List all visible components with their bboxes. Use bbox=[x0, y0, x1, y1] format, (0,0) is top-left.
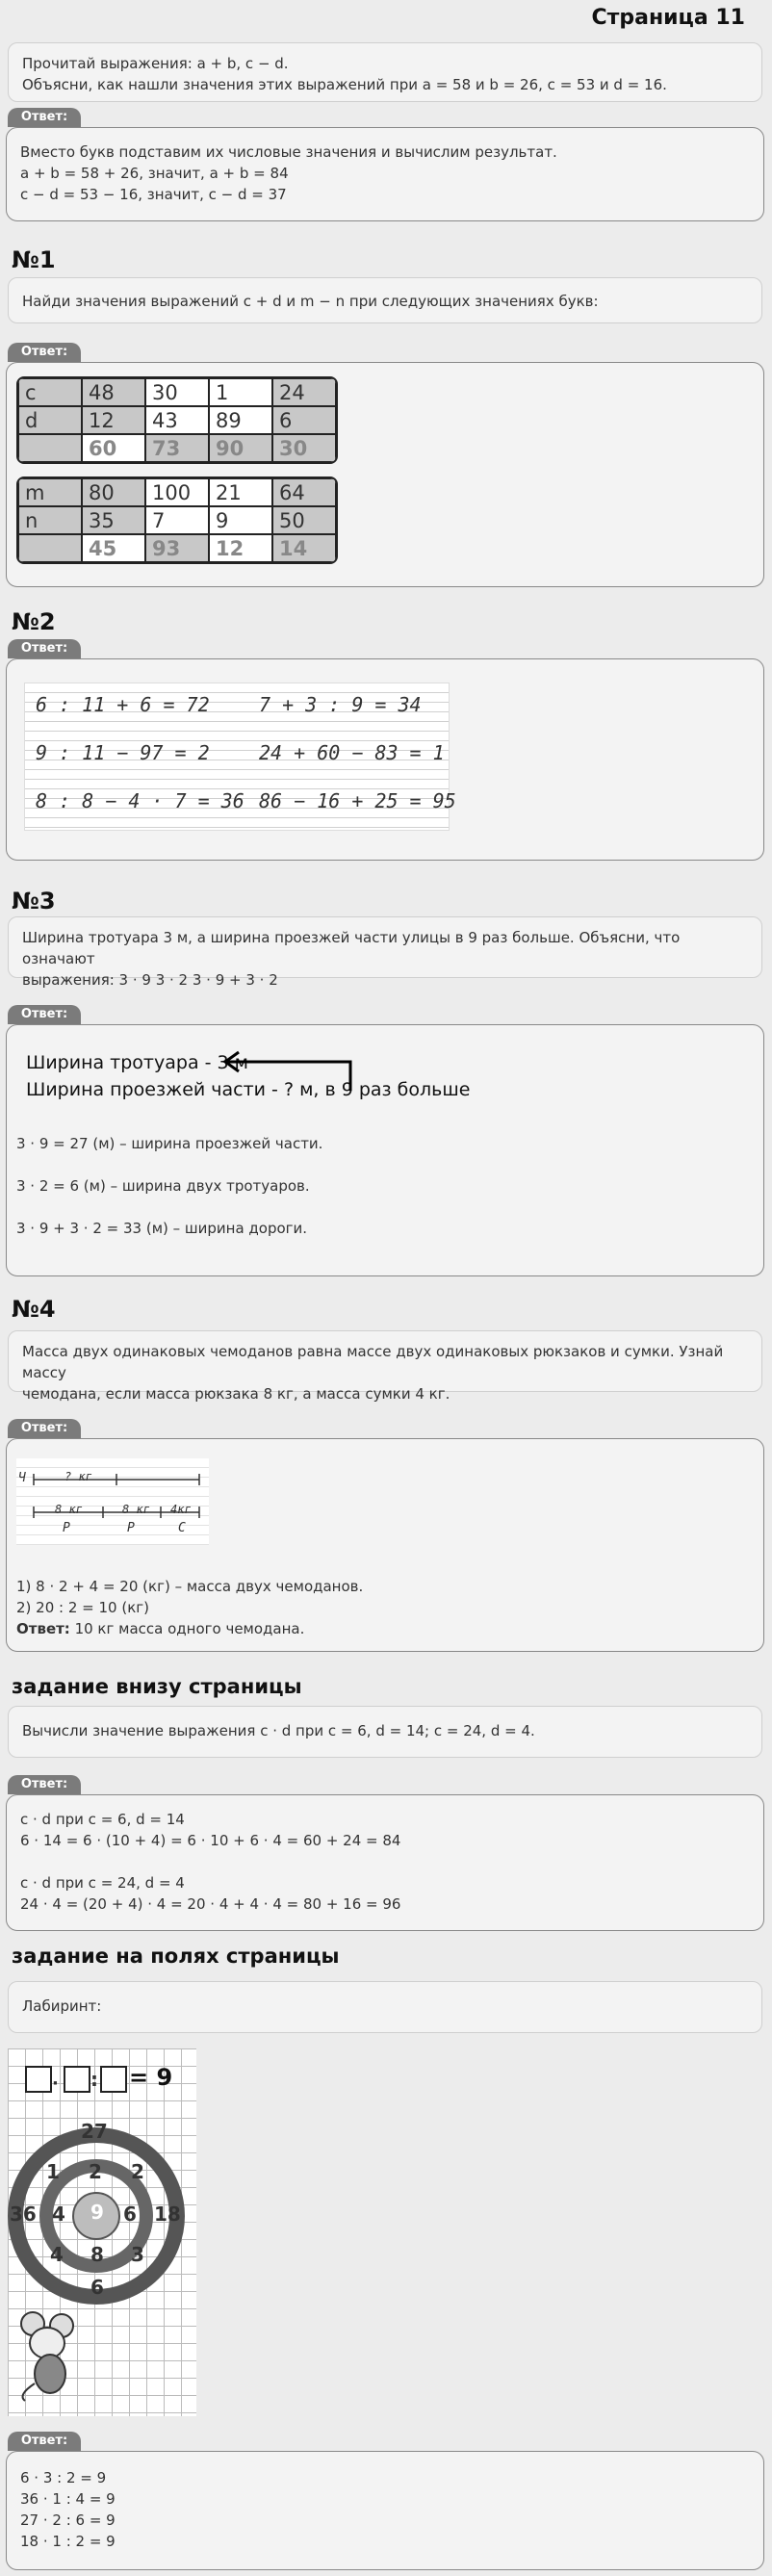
answer-tag: Ответ: bbox=[8, 1775, 81, 1794]
result-cell: 90 bbox=[209, 434, 272, 462]
result-cell: 60 bbox=[82, 434, 145, 462]
cell: c bbox=[18, 378, 82, 406]
maze-number: 27 bbox=[81, 2120, 108, 2143]
task-title: задание на полях страницы bbox=[12, 1945, 340, 1968]
scheme-label: 4кг bbox=[170, 1503, 192, 1516]
n3-answer bbox=[6, 1024, 764, 1276]
final-answer bbox=[16, 1618, 304, 1639]
final-answer-text: 10 кг масса одного чемодана. bbox=[69, 1620, 305, 1637]
maze-number: 2 bbox=[131, 2160, 144, 2183]
scheme-label: Р bbox=[63, 1521, 70, 1535]
maze-number: 6 bbox=[123, 2202, 137, 2226]
answer-line: 2) 20 : 2 = 10 (кг) bbox=[16, 1599, 149, 1616]
scheme-label: 8 кг bbox=[122, 1503, 150, 1516]
handwritten-line: 24 + 60 − 83 = 1 bbox=[259, 741, 445, 764]
n3-question-line: Ширина тротуара 3 м, а ширина проезжей части улицы в 9 раз больше. Объясни, что означают bbox=[22, 929, 681, 967]
task-title: №2 bbox=[12, 608, 56, 635]
handwritten-line: 9 : 11 − 97 = 2 bbox=[36, 741, 210, 764]
values-table-mn bbox=[16, 477, 338, 564]
result-cell: 30 bbox=[272, 434, 336, 462]
task-title: №1 bbox=[12, 246, 56, 273]
n4-question-line: Масса двух одинаковых чемоданов равна массе двух одинаковых рюкзаков и сумки. Узнай массу bbox=[22, 1343, 724, 1381]
margin-answer bbox=[6, 2451, 764, 2570]
cell: 35 bbox=[82, 506, 145, 534]
answer-tag: Ответ: bbox=[8, 639, 81, 658]
cell: 100 bbox=[145, 478, 209, 506]
values-table-cd bbox=[16, 376, 338, 464]
answer-line: 27 · 2 : 6 = 9 bbox=[20, 2512, 116, 2529]
answer-line: 24 · 4 = (20 + 4) · 4 = 20 · 4 + 4 · 4 = 80 + 16 = 96 bbox=[20, 1895, 401, 1913]
answer-line: 3 · 9 = 27 (м) – ширина проезжей части. bbox=[16, 1135, 323, 1152]
maze-number: 9 bbox=[90, 2201, 104, 2224]
maze-number: 36 bbox=[10, 2202, 37, 2226]
cell: 21 bbox=[209, 478, 272, 506]
n3-question-line: выражения: 3 · 9 3 · 2 3 · 9 + 3 · 2 bbox=[22, 971, 278, 989]
scheme-label: ? кг bbox=[64, 1470, 92, 1483]
scheme-label: С bbox=[178, 1521, 186, 1535]
n1-answer bbox=[6, 362, 764, 587]
margin-question-text: Лабиринт: bbox=[22, 1997, 102, 2015]
bottom-answer bbox=[6, 1794, 764, 1931]
arrow-icon bbox=[223, 1050, 358, 1098]
intro-question bbox=[8, 42, 762, 102]
maze-number: 4 bbox=[50, 2243, 64, 2266]
n2-answer bbox=[6, 658, 764, 861]
handwritten-line: 6 : 11 + 6 = 72 bbox=[36, 693, 210, 716]
scheme-label: 8 кг bbox=[55, 1503, 83, 1516]
scheme-line: Ширина тротуара - 3 м bbox=[26, 1052, 248, 1073]
handwritten-line: 86 − 16 + 25 = 95 bbox=[259, 789, 456, 812]
empty-square bbox=[25, 2066, 52, 2093]
cell: 43 bbox=[145, 406, 209, 434]
cell: 24 bbox=[272, 378, 336, 406]
answer-tag: Ответ: bbox=[8, 343, 81, 362]
answer-line: c · d при c = 6, d = 14 bbox=[20, 1811, 185, 1828]
cell: 64 bbox=[272, 478, 336, 506]
bottom-question bbox=[8, 1706, 762, 1758]
maze-equals: = 9 bbox=[129, 2064, 173, 2091]
result-cell: 73 bbox=[145, 434, 209, 462]
answer-line: 1) 8 · 2 + 4 = 20 (кг) – масса двух чемоданов. bbox=[16, 1578, 364, 1595]
answer-line: 6 · 3 : 2 = 9 bbox=[20, 2469, 107, 2486]
maze-number: 6 bbox=[90, 2276, 104, 2299]
dot-icon: · bbox=[52, 2074, 59, 2094]
cell: 1 bbox=[209, 378, 272, 406]
page-label: Страница 11 bbox=[591, 6, 745, 30]
result-cell: 12 bbox=[209, 534, 272, 562]
bottom-question-text: Вычисли значение выражения c · d при c = 6, d = 14; c = 24, d = 4. bbox=[22, 1722, 535, 1739]
cell: m bbox=[18, 478, 82, 506]
handwritten-line: 8 : 8 − 4 · 7 = 36 bbox=[36, 789, 244, 812]
scheme-label: Ч bbox=[18, 1471, 26, 1485]
cell: 48 bbox=[82, 378, 145, 406]
scheme-label: Р bbox=[127, 1521, 135, 1535]
n1-question bbox=[8, 277, 762, 323]
cell: n bbox=[18, 506, 82, 534]
cell: 89 bbox=[209, 406, 272, 434]
n3-question bbox=[8, 916, 762, 989]
result-cell: 45 bbox=[82, 534, 145, 562]
empty-square bbox=[100, 2066, 127, 2093]
mouse-icon bbox=[12, 2306, 89, 2403]
task-title: №3 bbox=[12, 888, 56, 914]
intro-answer-line: a + b = 58 + 26, значит, a + b = 84 bbox=[20, 165, 289, 182]
cell: 50 bbox=[272, 506, 336, 534]
n4-answer bbox=[6, 1438, 764, 1652]
answer-tag: Ответ: bbox=[8, 1005, 81, 1024]
final-answer-label: Ответ: bbox=[16, 1620, 70, 1637]
n4-question bbox=[8, 1330, 762, 1403]
cell: 30 bbox=[145, 378, 209, 406]
maze-number: 3 bbox=[131, 2243, 144, 2266]
maze-number: 4 bbox=[52, 2202, 65, 2226]
cell bbox=[18, 534, 82, 562]
task-title: задание внизу страницы bbox=[12, 1675, 302, 1698]
intro-answer-line: Вместо букв подставим их числовые значения и вычислим результат. bbox=[20, 143, 557, 161]
task-title: №4 bbox=[12, 1296, 56, 1323]
intro-answer-line: c − d = 53 − 16, значит, c − d = 37 bbox=[20, 186, 287, 203]
colon-icon: : bbox=[90, 2068, 98, 2091]
handwritten-line: 7 + 3 : 9 = 34 bbox=[259, 693, 422, 716]
maze-number: 18 bbox=[154, 2202, 181, 2226]
empty-square bbox=[64, 2066, 90, 2093]
n1-question-text: Найди значения выражений c + d и m − n при следующих значениях букв: bbox=[22, 293, 599, 310]
result-cell: 14 bbox=[272, 534, 336, 562]
answer-tag: Ответ: bbox=[8, 2432, 81, 2451]
answer-tag: Ответ: bbox=[8, 108, 81, 127]
n4-question-line: чемодана, если масса рюкзака 8 кг, а масса сумки 4 кг. bbox=[22, 1385, 450, 1403]
answer-line: 3 · 9 + 3 · 2 = 33 (м) – ширина дороги. bbox=[16, 1220, 308, 1237]
maze-number: 2 bbox=[89, 2160, 102, 2183]
maze-picture bbox=[8, 2048, 196, 2416]
answer-line: c · d при c = 24, d = 4 bbox=[20, 1874, 185, 1892]
answer-line: 36 · 1 : 4 = 9 bbox=[20, 2490, 116, 2508]
maze-number: 1 bbox=[46, 2160, 60, 2183]
answer-line: 3 · 2 = 6 (м) – ширина двух тротуаров. bbox=[16, 1177, 310, 1195]
answer-line: 6 · 14 = 6 · (10 + 4) = 6 · 10 + 6 · 4 = 60 + 24 = 84 bbox=[20, 1832, 401, 1849]
cell: 80 bbox=[82, 478, 145, 506]
maze-number: 8 bbox=[90, 2243, 104, 2266]
cell: 7 bbox=[145, 506, 209, 534]
cell: d bbox=[18, 406, 82, 434]
result-cell: 93 bbox=[145, 534, 209, 562]
scheme-line: Ширина проезжей части - ? м, в 9 раз больше bbox=[26, 1079, 471, 1100]
intro-question-line: Прочитай выражения: a + b, c − d. bbox=[22, 55, 289, 72]
intro-question-line: Объясни, как нашли значения этих выражений при a = 58 и b = 26, c = 53 и d = 16. bbox=[22, 76, 667, 93]
margin-question bbox=[8, 1981, 762, 2033]
cell bbox=[18, 434, 82, 462]
cell: 12 bbox=[82, 406, 145, 434]
cell: 6 bbox=[272, 406, 336, 434]
answer-line: 18 · 1 : 2 = 9 bbox=[20, 2533, 116, 2550]
answer-tag: Ответ: bbox=[8, 1419, 81, 1438]
cell: 9 bbox=[209, 506, 272, 534]
intro-answer bbox=[6, 127, 764, 221]
